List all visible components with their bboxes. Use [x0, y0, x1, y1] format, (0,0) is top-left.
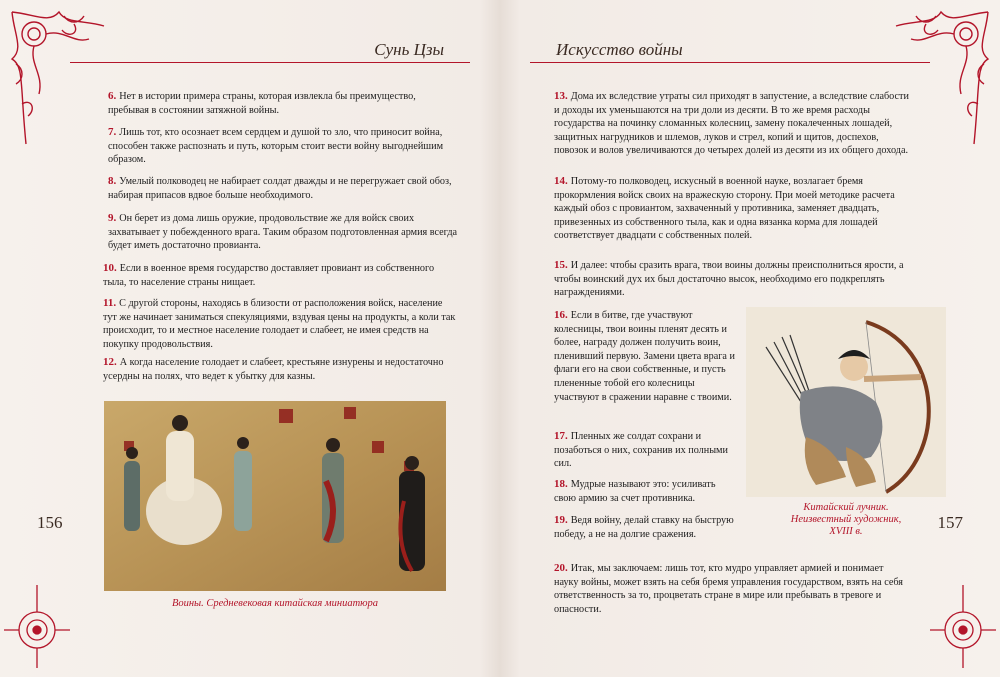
running-head-right: Искусство войны — [556, 40, 683, 59]
paragraph-number: 11. — [103, 297, 117, 309]
paragraph-17 — [554, 430, 736, 471]
paragraph-19 — [554, 514, 736, 541]
paragraph-number: 17. — [554, 430, 568, 442]
paragraph-number: 19. — [554, 514, 568, 526]
paragraph-12 — [103, 356, 458, 383]
paragraph-text: Итак, мы заключаем: лишь тот, кто мудро управляет армией и понимает науку войны, может взять на себя бремя управления государством, взять на себя ответственность за то, процветать стране в мире или пребывать в тревоге и опасности. — [554, 563, 903, 615]
paragraph-number: 9. — [108, 212, 117, 224]
paragraph-text: Он берет из дома лишь оружие, продовольствие же для войск своих захватывает у побежденного врага. Таким образом подготовленная армия всегда будет иметь достаточно провианта. — [108, 213, 458, 252]
paragraph-text: Если в битве, где участвуют колесницы, твои воины пленят десять и более, награду должен получить воин, пленивший первую. Замени цвета врага и флаги его на свои собственные, и пусть плененные тобой его колесницы участвуют в сражении наравне с твоими. — [554, 310, 735, 403]
caption-line-1: Китайский лучник. — [803, 502, 889, 513]
paragraph-text: Потому-то полководец, искусный в военной науке, возлагает бремя прокормления войск своих на вражескую сторону. При моей методике расчета каждый обоз с провиантом, захваченный у противника, заменяет двадцать, привезенных из собственного тыла, как и одна вязанка корма для лошадей соответствует двадцати с собственных полей. — [554, 176, 895, 242]
paragraph-number: 15. — [554, 259, 568, 271]
paragraph-text: Умелый полководец не набирает солдат дважды и не перегружает свой обоз, набирая припасов вдвое больше необходимого. — [108, 176, 452, 201]
paragraph-15 — [554, 259, 910, 300]
paragraph-number: 6. — [108, 90, 117, 102]
page-number-right: 157 — [937, 513, 963, 532]
header-rule-right — [530, 62, 930, 63]
paragraph-9 — [108, 212, 458, 253]
paragraph-7 — [108, 126, 458, 167]
paragraph-number: 20. — [554, 562, 568, 574]
warriors-miniature-image — [104, 401, 446, 591]
corner-ornament-bottom-left — [2, 580, 72, 670]
paragraph-6 — [108, 90, 458, 117]
paragraph-text: Лишь тот, кто осознает всем сердцем и душой то зло, что приносит война, способен также распознать и путь, которым стоит вести войну выгоднейшим образом. — [108, 127, 444, 166]
paragraph-number: 13. — [554, 90, 568, 102]
left-image-caption: Воины. Средневековая китайская миниатюра — [171, 598, 379, 609]
paragraph-11 — [103, 297, 458, 351]
right-page — [500, 0, 1000, 677]
paragraph-text: С другой стороны, находясь в близости от расположения войск, население тут же начинает заниматься спекуляциями, вздувая цены на продукты, а коли так происходит, то и местное население голодает и слабеет, не имея средств на покупку продовольствия. — [103, 298, 456, 350]
paragraph-number: 8. — [108, 175, 117, 187]
paragraph-text: Если в военное время государство доставляет провиант из собственного тыла, то население страны нищает. — [103, 263, 435, 288]
paragraph-text: Ведя войну, делай ставку на быструю победу, а не на долгие сражения. — [554, 515, 734, 540]
running-head-left: Сунь Цзы — [374, 40, 444, 59]
right-image-caption — [746, 502, 946, 538]
caption-line-2: Неизвестный художник, — [790, 514, 902, 525]
paragraph-number: 14. — [554, 175, 568, 187]
paragraph-text: Пленных же солдат сохрани и позаботься о них, сохранив их полными сил. — [554, 431, 728, 470]
corner-ornament-left — [4, 4, 117, 154]
paragraph-18 — [554, 478, 736, 505]
header-rule-left — [70, 62, 470, 63]
page-number-left: 156 — [37, 513, 63, 532]
paragraph-text: И далее: чтобы сразить врага, твои воины должны преисполниться ярости, а чтобы воинский дух их был достаточно высок, необходимо его подкреплять награждениями. — [554, 260, 904, 299]
paragraph-number: 18. — [554, 478, 568, 490]
corner-ornament-bottom-right — [928, 580, 998, 670]
archer-drawing — [746, 307, 946, 497]
paragraph-text: Нет в истории примера страны, которая извлекла бы преимущество, пребывая в состоянии затяжной войны. — [108, 91, 416, 116]
paragraph-8 — [108, 175, 458, 202]
paragraph-16 — [554, 309, 736, 404]
paragraph-number: 12. — [103, 356, 117, 368]
archer-painting-image — [746, 307, 946, 497]
paragraph-number: 7. — [108, 126, 117, 138]
paragraph-number: 16. — [554, 309, 568, 321]
paragraph-text: Дома их вследствие утраты сил приходят в запустение, а вследствие слабости и доходы их уменьшаются на три доли из десяти. В то же время расходы государства на починку сломанных колесниц, замену покалеченных лошадей, защитных нагрудников и шлемов, луков и стрел, копий и щитов, доспехов, повозок и волов увеличиваются до четырех долей из десяти из их общего дохода. — [554, 91, 909, 157]
paragraph-text: А когда население голодает и слабеет, крестьяне изнурены и недостаточно усердны на полях, что ведет к убытку для казны. — [103, 357, 444, 382]
paragraph-number: 10. — [103, 262, 117, 274]
paragraph-13 — [554, 90, 910, 158]
warriors-miniature-drawing — [104, 401, 446, 591]
paragraph-14 — [554, 175, 910, 243]
caption-line-3: XVIII в. — [829, 526, 863, 537]
paragraph-text: Мудрые называют это: усиливать свою армию за счет противника. — [554, 479, 716, 504]
paragraph-10 — [103, 262, 458, 289]
paragraph-20 — [554, 562, 910, 616]
